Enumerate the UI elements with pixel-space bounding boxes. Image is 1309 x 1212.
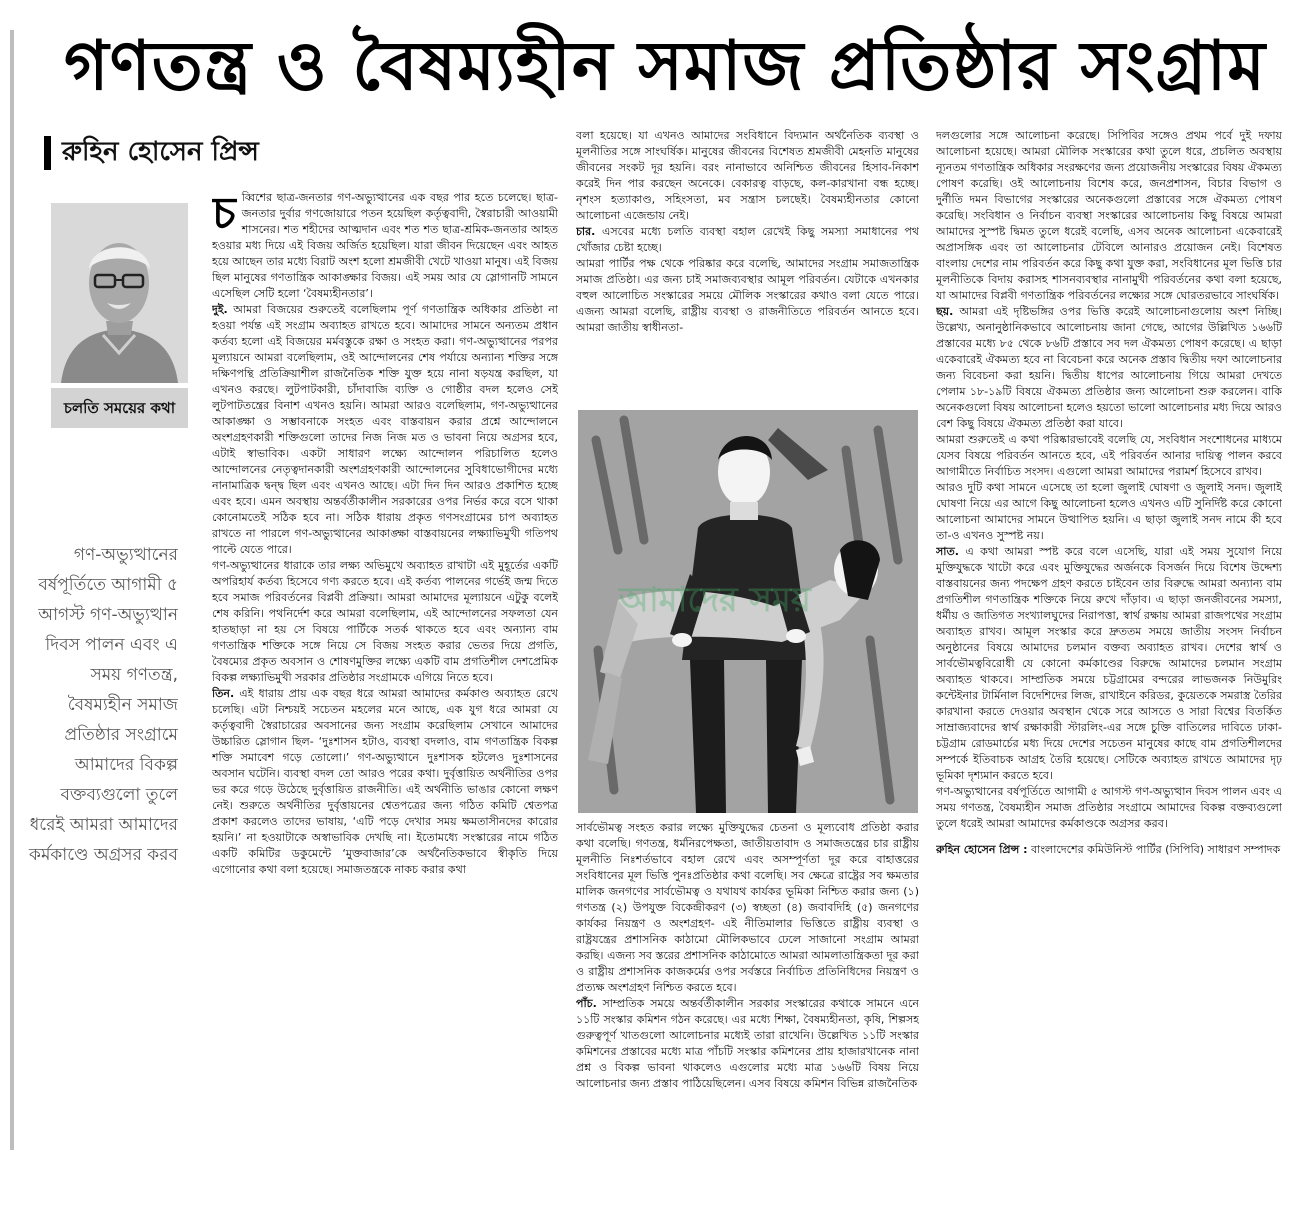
drop-cap: চ	[212, 190, 236, 239]
paragraph: গণ-অভ্যুত্থানের ধারাকে তার লক্ষ্য অভিমুখে অব্যাহত রাখাটা এই মুহূর্তের একটি অপরিহার্য কর্তব্য হিসেবে গণ্য করতে হবে। এই কর্তব্য পালনের গর্ভেই জন্ম দিতে হবে সমাজ পরিবর্তনের বিপ্লবী প্রক্রিয়া। আমরা আমাদের মূল্যায়নে এটুকু বলেই শেষ করিনি। পথনির্দেশ করে আমরা বলেছিলাম, এই আন্দোলনের সফলতা যেন হাতছাড়া না হয় সে বিষয়ে পার্টিকে সতর্ক থাকতে হবে এবং অন্যান্য বাম গণতান্ত্রিক শক্তিকে সঙ্গে নিয়ে সে বিজয় সংহত করার ভেতর দিয়ে প্রগতি, বৈষম্যের প্রকৃত অবসান ও শোষণমুক্তির লক্ষ্যে একটি বাম প্রগতিশীল দেশপ্রেমিক বিকল্প লক্ষ্যাভিমুখী সরকার প্রতিষ্ঠার সংগ্রামকে এগিয়ে নিতে হবে।	[212, 559, 558, 684]
byline-bar	[44, 136, 51, 170]
paragraph: আমরা এই দৃষ্টিভঙ্গির ওপর ভিত্তি করেই আলোচনাগুলোয় অংশ নিচ্ছি। উল্লেখ্য, অনানুষ্ঠানিকভাবে আলোচনায় জানা গেছে, আগের উল্লিখিত ১৬৬টি প্রস্তাবের মধ্যে ৮৫ থেকে ৮৬টি প্রস্তাবে সব দল ঐকমত্য পোষণ করেছে। এ ছাড়া একেবারেই ঐকমত্য হবে না বিবেচনা করে অনেক প্রস্তাব দ্বিতীয় দফা আলোচনার জন্য বিবেচনা করা হয়নি। দ্বিতীয় ধাপের আলোচনায় গিয়ে আমরা দেখতে পেলাম ১৮-১৯টি বিষয়ে ঐকমত্য প্রতিষ্ঠার জন্য আলোচনা শুরু করলেন। বাকি অনেকগুলো বিষয় আলোচনা হলেও হয়তো ভালো আলোচনার মধ্য দিয়ে আরও বেশ কিছু বিষয়ে ঐকমত্য প্রতিষ্ঠা করা যাবে।	[936, 305, 1282, 430]
author-signature-note	[936, 842, 1282, 858]
paragraph: আমরা শুরুতেই এ কথা পরিষ্কারভাবেই বলেছি যে, সংবিধান সংশোধনের মাধ্যমে যেসব বিষয়ে পরিবর্তন আনতে হবে, এই পরিবর্তন আনার দায়িত্ব পালন করবে আগামীতে নির্বাচিত সংসদ। এগুলো আমরা আমাদের পরামর্শ হিসেবে রাখব।	[936, 433, 1282, 478]
article-column-2-bottom	[576, 820, 919, 1208]
paragraph: গণ-অভ্যুত্থানের বর্ষপূর্তিতে আগামী ৫ আগস্ট গণ-অভ্যুত্থান দিবস পালন এবং এ সময় গণতন্ত্র, বৈষম্যহীন সমাজ প্রতিষ্ঠার সংগ্রামে আমাদের বিকল্প বক্তব্যগুলো তুলে ধরেই আমরা আমাদের কর্মকাণ্ডকে অগ্রসর করব।	[936, 785, 1282, 830]
paragraph: বলা হয়েছে। যা এখনও আমাদের সংবিধানে বিদ্যমান অর্থনৈতিক ব্যবস্থা ও মূলনীতির সঙ্গে সাংঘর্ষিক। মানুষের জীবনের বিশেষত শ্রমজীবী মেহনতি মানুষের জীবনের সংকট দূর হয়নি। বরং নানাভাবে অনিশ্চিত জীবনের হিসাব-নিকাশ করেই দিন পার করছেন অনেকে। বেকারত্ব বাড়ছে, কল-কারখানা বন্ধ হচ্ছে। নৃশংস হত্যাকাণ্ড, সহিংসতা, মব সন্ত্রাস চলছেই। বৈষম্যহীনতার কোনো আলোচনা এজেন্ডায় নেই।	[576, 129, 919, 222]
byline: রুহিন হোসেন প্রিন্স	[62, 137, 259, 167]
paragraph: আমরা পার্টির পক্ষ থেকে পরিষ্কার করে বলেছি, আমাদের সংগ্রাম সমাজতান্ত্রিক সমাজ প্রতিষ্ঠা। এর জন্য চাই সমাজব্যবস্থার আমূল পরিবর্তন। যেটাকে এখনকার বহুল আলোচিত সংস্কারের সময়ে মৌলিক সংস্কারের কথাও বলা যেতে পারে। এজন্য আমরা বলেছি, রাষ্ট্রীয় ব্যবস্থা ও রাজনীতিতে পরিবর্তন আনতে হবে। আমরা জাতীয় স্বাধীনতা-	[576, 257, 919, 334]
column-tag: চলতি সময়ের কথা	[51, 388, 188, 428]
headline: গণতন্ত্র ও বৈষম্যহীন সমাজ প্রতিষ্ঠার সংগ্রাম	[64, 27, 1266, 106]
paragraph: দলগুলোর সঙ্গে আলোচনা করেছে। সিপিবির সঙ্গেও প্রথম পর্বে দুই দফায় আলোচনা হয়েছে। আমরা মৌলিক সংস্কারের কথা তুলে ধরে, প্রচলিত অবস্থায় ন্যূনতম গণতান্ত্রিক অধিকার সংরক্ষণের জন্য প্রয়োজনীয় সংস্কারের বিষয় ঐকমত্য পোষণ করেছি। ওই আলোচনায় বিশেষ করে, জনপ্রশাসন, বিচার বিভাগ ও দুর্নীতি দমন বিভাগের সংস্কারের অনেকগুলো প্রস্তাবের সঙ্গে ঐকমত্য পোষণ করেছি। সংবিধান ও নির্বাচন ব্যবস্থা সংস্কারের আলোচনায় কিছু বিষয়ে আমরা আমাদের সুস্পষ্ট দ্বিমত তুলে ধরেই বলেছি, এসব অনেক আলোচনা একেবারেই অপ্রাসঙ্গিক এবং তা আলোচনার টেবিলে আনারও প্রয়োজন নেই। বিশেষত বাংলায় দেশের নাম পরিবর্তন করে কিছু কথা যুক্ত করা, সংবিধানের মূল ভিত্তি চার মূলনীতিকে বিদায় করাসহ শাসনব্যবস্থার নানামুখী পরিবর্তনের কথা বলা হয়েছে, যা আমাদের বিপ্লবী গণতান্ত্রিক পরিবর্তনের লক্ষ্যের সঙ্গে ঘোরতরভাবে সাংঘর্ষিক।	[936, 129, 1282, 302]
paragraph: এই ধারায় প্রায় এক বছর ধরে আমরা আমাদের কর্মকাণ্ড অব্যাহত রেখে চলেছি। এটা নিশ্চয়ই সচেতন মহলের মনে আছে, এক যুগ ধরে আমরা যে কর্তৃত্ববাদী স্বৈরাচারের অবসানের জন্য সংগ্রাম করেছিলাম সেখানে আমাদের উচ্চারিত স্লোগান ছিল- ‘দুঃশাসন হটাও, ব্যবস্থা বদলাও, বাম গণতান্ত্রিক বিকল্প শক্তি সমাবেশ গড়ে তোলো।’ গণ-অভ্যুত্থানে দুঃশাসক হটলেও দুঃশাসনের অবসান ঘটেনি। ব্যবস্থা বদল তো আরও পরের কথা। দুর্বৃত্তায়িত অর্থনীতির ওপর ভর করে গড়ে উঠেছে দুর্বৃত্তায়িত রাজনীতি। এই অর্থনীতি ভাঙার কোনো লক্ষণ নেই। শুরুতে অর্থনীতির দুর্বৃত্তায়নের শ্বেতপত্রের জন্য গঠিত কমিটি শ্বেতপত্র প্রকাশ করলেও তাদের ভাষায়, ‘এটি পড়ে দেখার সময় ক্ষমতাসীনদের কারোর হয়নি।’ না হওয়াটাকে অস্বাভাবিক দেখছি না। ইতোমধ্যে সংস্কারের নামে গঠিত একটি কমিটির ডকুমেন্টে ‘মুক্তবাজার’কে অর্থনৈতিকভাবে স্বীকৃতি দিয়ে এগোনোর কথা বলা হয়েছে। সমাজতন্ত্রকে নাকচ করার কথা	[212, 687, 558, 876]
section-number: পাঁচ.	[576, 997, 597, 1010]
paragraph: সাম্প্রতিক সময়ে অন্তর্বর্তীকালীন সরকার সংস্কারের কথাকে সামনে এনে ১১টি সংস্কার কমিশন গঠন করেছে। এর মধ্যে শিক্ষা, বৈষম্যহীনতা, কৃষি, শিল্পসহ গুরুত্বপূর্ণ খাতগুলো আলোচনার মধ্যেই তারা রাখেনি। উল্লেখিত ১১টি সংস্কার কমিশনের প্রস্তাবের মধ্যে মাত্র পাঁচটি সংস্কার কমিশনের প্রায় হাজারখানেক নানা প্রশ্ন ও বিকল্প ভাবনা থাকলেও এগুলোর মধ্যে মাত্র ১৬৬টি বিষয় নিয়ে আলোচনার জন্য প্রস্তাব পাঠিয়েছিলেন। এসব বিষয়ে কমিশন বিভিন্ন রাজনৈতিক	[576, 997, 919, 1090]
article-column-1	[212, 190, 558, 1208]
section-number: চার.	[576, 225, 596, 238]
author-photo	[51, 203, 188, 383]
left-margin-rule	[10, 30, 14, 1150]
article-column-3	[936, 128, 1282, 1208]
section-number: সাত.	[936, 545, 959, 558]
signature-name: রুহিন হোসেন প্রিন্স :	[936, 843, 1028, 856]
article-column-2-top	[576, 128, 919, 403]
publisher-watermark: আমাদের সময়	[619, 580, 811, 620]
section-number: তিন.	[212, 687, 235, 700]
paragraph: এসবের মধ্যে চলতি ব্যবস্থা বহাল রেখেই কিছু সমস্যা সমাধানের পথ খোঁজার চেষ্টা হচ্ছে।	[576, 225, 919, 254]
paragraph: আমরা বিজয়ের শুরুতেই বলেছিলাম পূর্ণ গণতান্ত্রিক অধিকার প্রতিষ্ঠা না হওয়া পর্যন্ত এই সংগ্রাম অব্যাহত রাখতে হবে। আমাদের সামনে অন্যতম প্রধান কর্তব্য হলো এই বিজয়ের মর্মবস্তুকে রক্ষা ও সংহত করা। গণ-অভ্যুত্থানের পরপর মূল্যায়নে আমরা বলেছিলাম, ওই আন্দোলনের শেষ পর্যায়ে অন্যান্য শক্তির সঙ্গে দক্ষিণপন্থি প্রতিক্রিয়াশীল রাজনৈতিক শক্তি যুক্ত হয়ে নানা ষড়যন্ত্র করছিল, যা এখনও করছে। লুটপাটকারী, চাঁদাবাজি ব্যক্তি ও গোষ্ঠীর বদল হলেও সেই লুটপাটতন্ত্রের বিনাশ এখনও হয়নি। আমরা আরও বলেছিলাম, গণ-অভ্যুত্থানের আকাঙ্ক্ষা ও সম্ভাবনাকে সংহত এবং বাস্তবায়ন করার প্রশ্নে আন্দোলনে অংশগ্রহণকারী শক্তিগুলো তাদের নিজ নিজ মত ও ভাবনা নিয়ে অগ্রসর হবে, এটাই স্বাভাবিক। একটা সাধারণ লক্ষ্যে আন্দোলন পরিচালিত হলেও আন্দোলনের নেতৃত্বদানকারী অংশগ্রহণকারী আন্দোলনের সুবিধাভোগীদের মধ্যে নানামাত্রিক দ্বন্দ্ব ছিল এবং এখনও আছে। এটা দিন দিন আরও প্রকাশিত হচ্ছে এবং হবে। এমন অবস্থায় অন্তর্বর্তীকালীন সরকারের ওপর নির্ভর করে বসে থাকা কোনোমতেই সঠিক হবে না। সঠিক ধারায় প্রকৃত গণসংগ্রামের চাপ অব্যাহত রাখতে না পারলে গণ-অভ্যুত্থানের আকাঙ্ক্ষা বাস্তবায়নের লক্ষ্যাভিমুখী গতিপথ পাল্টে যেতে পারে।	[212, 303, 558, 556]
pull-quote: গণ-অভ্যুত্থানের বর্ষপূর্তিতে আগামী ৫ আগস্ট গণ-অভ্যুত্থান দিবস পালন এবং এ সময় গণতন্ত্র, বৈষম্যহীন সমাজ প্রতিষ্ঠার সংগ্রামে আমাদের বিকল্প বক্তব্যগুলো তুলে ধরেই আমরা আমাদের কর্মকাণ্ডে অগ্রসর করব	[29, 545, 178, 865]
section-number: দুই.	[212, 303, 228, 316]
paragraph: এ কথা আমরা স্পষ্ট করে বলে এসেছি, যারা এই সময় সুযোগ নিয়ে মুক্তিযুদ্ধকে খাটো করে এবং মুক্তিযুদ্ধের অর্জনকে বিসর্জন দিয়ে বিশেষ উদ্দেশ্য বাস্তবায়নের জন্য পদক্ষেপ গ্রহণ করতে চাইবেন তার বিরুদ্ধে আমরা অন্যান্য বাম প্রগতিশীল গণতান্ত্রিক শক্তিকে নিয়ে রুখে দাঁড়াব। এ ছাড়া জনজীবনের সমস্যা, ধর্মীয় ও জাতিগত সংখ্যালঘুদের নিরাপত্তা, স্বার্থ রক্ষায় আমরা রাজপথের সংগ্রাম অব্যাহত রাখব। আমূল সংস্কার করে দ্রুততম সময়ে জাতীয় সংসদ নির্বাচন অনুষ্ঠানের বিষয়ে আমাদের চলমান বক্তব্য অব্যাহত রাখব। দেশের স্বার্থ ও সার্বভৌমত্ববিরোধী যে কোনো কর্মকাণ্ডের বিরুদ্ধে আমাদের চলমান সংগ্রাম অব্যাহত থাকবে। সাম্প্রতিক সময়ে চট্টগ্রামের বন্দরের লাভজনক নিউমুরিং কন্টেইনার টার্মিনাল বিদেশিদের লিজ, রাখাইনে করিডর, কুয়েতকে সমরাস্ত্র তৈরির কারখানা করতে দেওয়ার অবস্থান থেকে সরে আসতে ও সারা বিশ্বের বিতর্কিত সাম্রাজ্যবাদের স্বার্থ রক্ষাকারী স্টারলিং-এর সঙ্গে চুক্তি বাতিলের দাবিতে ঢাকা-চট্টগ্রাম রোডমার্চের মধ্য দিয়ে দেশের সচেতন মানুষের কাছে বাম প্রগতিশীলদের সম্পর্কে ইতিবাচক আগ্রহ তৈরি হয়েছে। সেটিকে অব্যাহত রাখতে আমাদের দৃঢ় ভূমিকা দৃশ্যমান করতে হবে।	[936, 545, 1282, 782]
section-number: ছয়.	[936, 305, 954, 318]
signature-role: বাংলাদেশের কমিউনিস্ট পার্টির (সিপিবি) সাধারণ সম্পাদক	[1027, 843, 1281, 856]
paragraph: আরও দুটি কথা সামনে এসেছে তা হলো জুলাই ঘোষণা ও জুলাই সনদ। জুলাই ঘোষণা নিয়ে এর আগে কিছু আলোচনা হলেও এখনও এটি সুনির্দিষ্ট করে কোনো আলোচনা আমাদের সামনে উত্থাপিত হয়নি। এ ছাড়া জুলাই সনদ নামে কী হবে তা-ও এখনও সুস্পষ্ট নয়।	[936, 481, 1282, 542]
paragraph: সার্বভৌমত্ব সংহত করার লক্ষ্যে মুক্তিযুদ্ধের চেতনা ও মূল্যবোধ প্রতিষ্ঠা করার কথা বলেছি। গণতন্ত্র, ধর্মনিরপেক্ষতা, জাতীয়তাবাদ ও সমাজতন্ত্রের চার রাষ্ট্রীয় মূলনীতি নিঃশর্তভাবে বহাল রেখে এবং অসম্পূর্ণতা দূর করে বাহাত্তরের সংবিধানের মূল ভিত্তি পুনঃপ্রতিষ্ঠার কথা বলেছি। সব ক্ষেত্রে রাষ্ট্রের সব ক্ষমতার মালিক জনগণের সার্বভৌমত্ব ও যথাযথ কার্যকর ভূমিকা নিশ্চিত করার জন্য (১) গণতন্ত্র (২) উপযুক্ত বিকেন্দ্রীকরণ (৩) স্বচ্ছতা (৪) জবাবদিহি (৫) জনগণের কার্যকর নিয়ন্ত্রণ ও অংশগ্রহণ- এই নীতিমালার ভিত্তিতে রাষ্ট্রীয় ব্যবস্থা ও রাষ্ট্রযন্ত্রের প্রশাসনিক কাঠামো মৌলিকভাবে ঢেলে সাজানো সংগ্রাম আমরা করছি। এজন্য সব স্তরের প্রশাসনিক কাঠামোতে আমরা আমলাতান্ত্রিকতা দূর করা ও রাষ্ট্রীয় প্রশাসনিক কাজকর্মের ওপর সর্বস্তরে নির্বাচিত প্রতিনিধিদের নিয়ন্ত্রণ ও প্রত্যক্ষ অংশগ্রহণ নিশ্চিত করতে হবে।	[576, 821, 919, 994]
paragraph: ব্বিশের ছাত্র-জনতার গণ-অভ্যুত্থানের এক বছর পার হতে চলেছে। ছাত্র-জনতার দুর্বার গণজোয়ারে পতন হয়েছিল কর্তৃত্ববাদী, স্বৈরাচারী আওয়ামী শাসনের। শত শহীদের আত্মদান এবং শত শত ছাত্র-শ্রমিক-জনতার আহত হওয়ার মধ্য দিয়ে এই বিজয় অর্জিত হয়েছিল। যারা জীবন দিয়েছেন এবং আহত হয়ে আছেন তার মধ্যে বিরাট অংশ হলো শ্রমজীবী খেটে খাওয়া মানুষ। এই বিজয় ছিল মানুষের গণতান্ত্রিক আকাঙ্ক্ষার বিজয়। এই সময় আর যে স্লোগানটি সামনে এসেছিল সেটি হলো ‘বৈষম্যহীনতার’।	[212, 191, 558, 300]
author-portrait-icon	[51, 203, 188, 383]
